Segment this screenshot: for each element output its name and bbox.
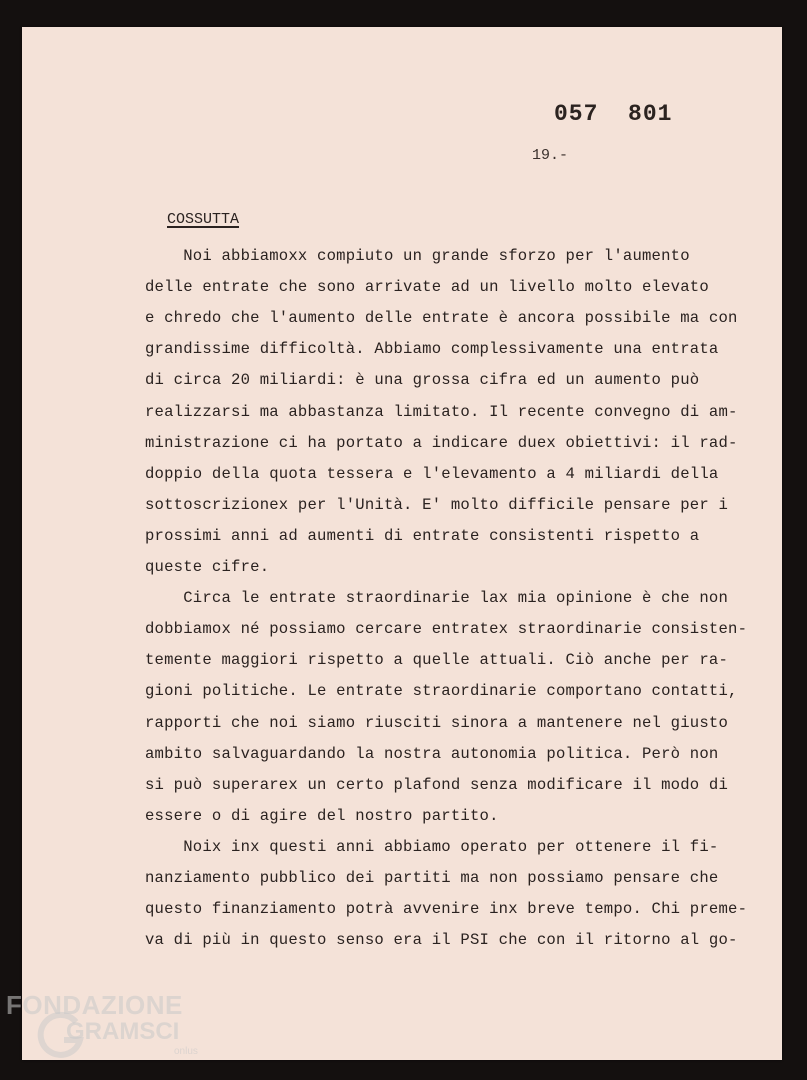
- text-line: prossimi anni ad aumenti di entrate consistenti rispetto a: [145, 526, 700, 545]
- watermark-line1: FONDAZIONE: [6, 990, 183, 1020]
- text-line: essere o di agire del nostro partito.: [145, 806, 499, 825]
- text-line: gioni politiche. Le entrate straordinarie comportano contatti,: [145, 682, 738, 701]
- text-line: grandissime difficoltà. Abbiamo complessivamente una entrata: [145, 340, 719, 359]
- watermark-suffix: onlus: [174, 1046, 198, 1057]
- archive-code: 057 801: [554, 101, 673, 127]
- text-line: Circa le entrate straordinarie lax mia opinione è che non: [145, 589, 729, 608]
- text-line: temente maggiori rispetto a quelle attuali. Ciò anche per ra-: [145, 651, 729, 670]
- document-page: [22, 27, 782, 1060]
- text-line: questo finanziamento potrà avvenire inx breve tempo. Chi preme-: [145, 900, 748, 919]
- text-line: va di più in questo senso era il PSI che con il ritorno al go-: [145, 931, 738, 950]
- fondazione-gramsci-watermark: [6, 990, 206, 1070]
- watermark-line2: GRAMSCI: [66, 1018, 180, 1045]
- page-number: 19.-: [532, 147, 569, 164]
- text-line: Noi abbiamoxx compiuto un grande sforzo per l'aumento: [145, 247, 690, 265]
- speaker-heading: COSSUTTA: [167, 211, 240, 228]
- text-line: si può superarex un certo plafond senza modificare il modo di: [145, 775, 729, 794]
- text-line: doppio della quota tessera e l'elevamento a 4 miliardi della: [145, 464, 719, 483]
- text-line: di circa 20 miliardi: è una grossa cifra ed un aumento può: [145, 371, 700, 390]
- text-line: e chredo che l'aumento delle entrate è ancora possibile ma con: [145, 309, 738, 328]
- text-line: sottoscrizionex per l'Unità. E' molto difficile pensare per i: [145, 495, 729, 514]
- text-line: dobbiamox né possiamo cercare entratex straordinarie consisten-: [145, 620, 748, 639]
- text-line: queste cifre.: [145, 558, 270, 576]
- text-line: ministrazione ci ha portato a indicare duex obiettivi: il rad-: [145, 433, 738, 452]
- text-line: nanziamento pubblico dei partiti ma non possiamo pensare che: [145, 869, 719, 887]
- text-line: rapporti che noi siamo riusciti sinora a mantenere nel giusto: [145, 713, 729, 732]
- text-line: ambito salvaguardando la nostra autonomia politica. Però non: [145, 744, 719, 763]
- text-line: delle entrate che sono arrivate ad un livello molto elevato: [145, 278, 709, 297]
- text-line: Noix inx questi anni abbiamo operato per ottenere il fi-: [145, 837, 719, 856]
- text-line: realizzarsi ma abbastanza limitato. Il recente convegno di am-: [145, 402, 738, 421]
